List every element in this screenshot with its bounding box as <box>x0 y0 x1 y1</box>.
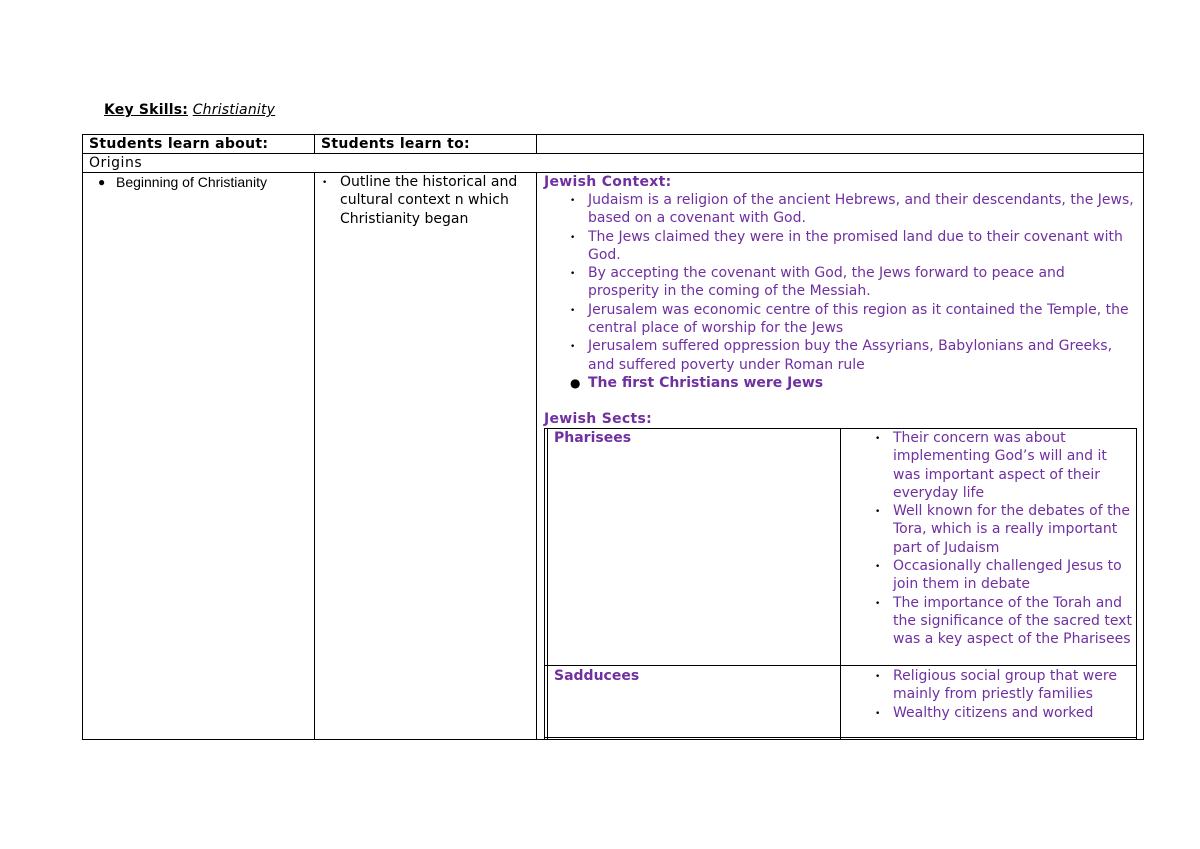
list-item: • The Jews claimed they were in the promised land due to their covenant with God. <box>570 228 1123 263</box>
list-item: • Wealthy citizens and worked <box>875 704 1094 721</box>
jewish-sects-heading: Jewish Sects: <box>544 411 653 427</box>
list-item: • Jerusalem was economic centre of this region as it contained the Temple, the central place of worship for the Jews <box>570 301 1129 337</box>
page-title <box>104 102 275 118</box>
title-key: Key Skills: <box>104 102 189 118</box>
header-learn-about: Students learn about: <box>89 136 269 152</box>
jewish-context-heading: Jewish Context: <box>544 174 672 190</box>
jewish-context-list <box>566 191 1136 392</box>
list-item: • Their concern was about implementing God’s will and it was important aspect of their everyday life <box>875 430 1107 501</box>
list-item: • Occasionally challenged Jesus to join them in debate <box>875 558 1122 593</box>
sect-name-sadducees: Sadducees <box>554 668 640 684</box>
list-item: ● The first Christians were Jews <box>570 374 824 391</box>
list-item: • Well known for the debates of the Tora, which is a really important part of Judaism <box>875 503 1131 556</box>
list-item: • By accepting the covenant with God, the Jews forward to peace and prosperity in the coming of the Messiah. <box>570 265 1065 300</box>
title-subject: Christianity <box>192 102 276 118</box>
learn-about-list <box>94 173 294 191</box>
sects-table <box>544 428 1137 740</box>
list-item: • Jerusalem suffered oppression buy the Assyrians, Babylonians and Greeks, and suffered poverty under Roman rule <box>570 338 1113 373</box>
pharisees-list <box>871 429 1133 649</box>
list-item: ● Beginning of Christianity <box>98 174 267 190</box>
section-origins: Origins <box>89 155 143 171</box>
list-item: • Outline the historical and cultural context n which Christianity began <box>322 174 518 227</box>
header-learn-to: Students learn to: <box>321 136 470 152</box>
list-item: • The importance of the Torah and the significance of the sacred text was a key aspect of the Pharisees <box>875 594 1132 648</box>
list-item: • Judaism is a religion of the ancient Hebrews, and their descendants, the Jews, based on a covenant with God. <box>570 192 1134 227</box>
curriculum-table <box>82 134 1144 740</box>
learn-to-list <box>318 173 518 228</box>
sadducees-list <box>871 667 1133 722</box>
list-item: • Religious social group that were mainly from priestly families <box>875 668 1117 703</box>
sect-name-pharisees: Pharisees <box>554 430 632 446</box>
